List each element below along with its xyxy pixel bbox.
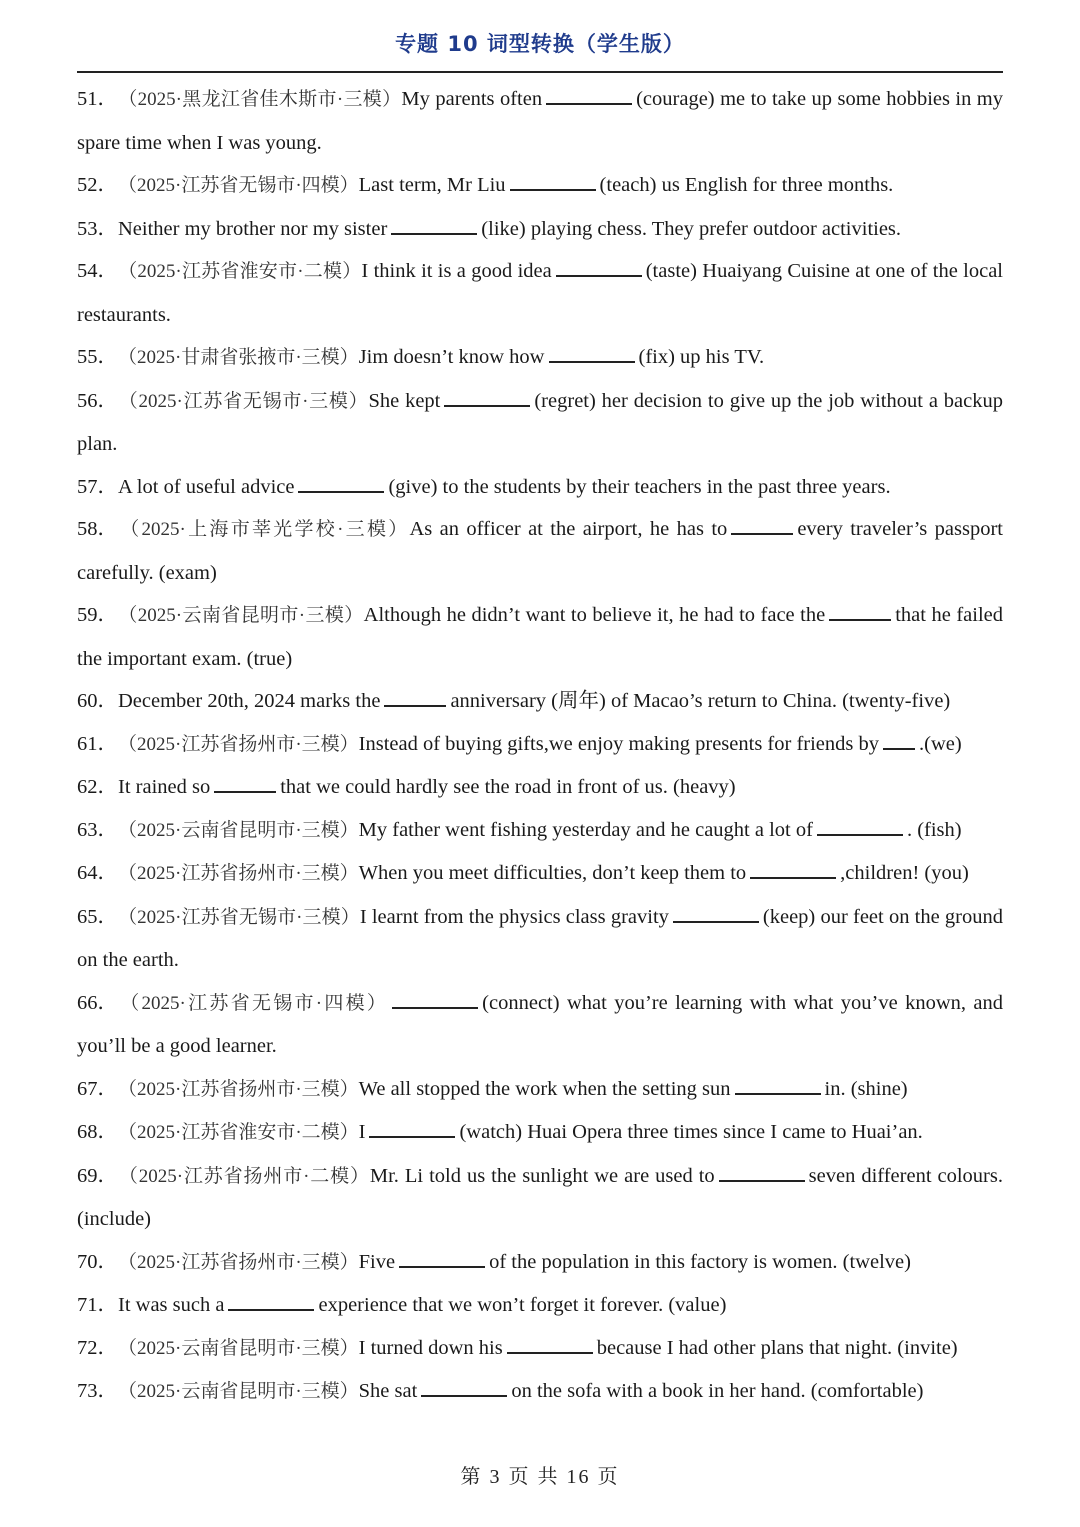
question-text-after-blank: (courage) me to take up some hobbies in my spare time when I was young. (77, 88, 1003, 154)
question-item (77, 380, 1003, 466)
question-source: （2025·江苏省无锡市·四模） (118, 992, 389, 1014)
answer-blank (735, 1092, 821, 1095)
question-text: Jim doesn’t know how (358, 346, 545, 368)
question-text: I think it is a good idea (361, 260, 552, 282)
question-text: We all stopped the work when the setting sun (358, 1077, 731, 1100)
question-text-after-blank: on the sofa with a book in her hand. (comfortable) (511, 1380, 924, 1402)
question-text-after-blank: (fix) up his TV. (638, 346, 765, 368)
question-number: 54． (77, 260, 118, 282)
question-item (77, 208, 1003, 251)
question-item (77, 78, 1003, 164)
question-source: （2025·云南省昆明市·三模） (118, 1381, 359, 1402)
question-item (77, 336, 1003, 380)
question-number: 69． (77, 1164, 118, 1187)
question-text: A lot of useful advice (118, 475, 295, 498)
question-text: It rained so (118, 776, 211, 798)
question-number: 68． (77, 1121, 118, 1143)
question-text-after-blank: of the population in this factory is women. (twelve) (489, 1250, 911, 1273)
question-number: 55． (77, 346, 118, 368)
question-item (77, 164, 1003, 208)
question-text-after-blank: anniversary (周年) of Macao’s return to China. (twenty-five) (450, 690, 951, 712)
question-number: 73． (77, 1380, 118, 1402)
answer-blank (817, 833, 903, 836)
question-text-after-blank: (regret) her decision to give up the job without a backup plan. (77, 389, 1003, 455)
question-item (77, 1068, 1003, 1112)
answer-blank (214, 790, 276, 793)
question-text: Mr. Li told us the sunlight we are used to (369, 1164, 715, 1187)
question-number: 61． (77, 732, 118, 755)
question-number: 57． (77, 475, 118, 498)
question-source: （2025·江苏省无锡市·三模） (118, 906, 360, 928)
question-number: 59． (77, 604, 118, 626)
question-item (77, 982, 1003, 1068)
question-text: I learnt from the physics class gravity (359, 905, 669, 928)
answer-blank (298, 490, 384, 493)
question-text: Instead of buying gifts,we enjoy making presents for friends by (358, 732, 880, 755)
question-text-after-blank: that we could hardly see the road in front of us. (heavy) (280, 776, 736, 798)
question-text-after-blank: . (fish) (906, 818, 962, 841)
question-source: （2025·上海市莘光学校·三模） (118, 519, 410, 540)
question-item (77, 594, 1003, 680)
question-text-after-blank: because I had other plans that night. (invite) (596, 1336, 958, 1359)
question-text: I (358, 1121, 366, 1143)
question-item (77, 1370, 1003, 1414)
question-item (77, 896, 1003, 982)
question-source: （2025·云南省昆明市·三模） (118, 819, 359, 841)
question-item (77, 723, 1003, 767)
question-text-after-blank: ,children! (you) (840, 862, 969, 884)
question-source: （2025·江苏省扬州市·三模） (118, 863, 359, 884)
question-text-after-blank: (watch) Huai Opera three times since I came to Huai’an. (459, 1121, 923, 1143)
answer-blank (719, 1179, 805, 1182)
question-item (77, 1155, 1003, 1241)
question-number: 52． (77, 174, 118, 196)
question-text: As an officer at the airport, he has to (409, 518, 728, 540)
answer-blank (549, 360, 635, 363)
question-item (77, 852, 1003, 896)
question-text-after-blank: every traveler’s passport carefully. (exam) (77, 518, 1003, 584)
question-text: My parents often (401, 88, 543, 110)
question-text-after-blank: .(we) (919, 732, 962, 755)
question-number: 70． (77, 1250, 118, 1273)
question-source: （2025·云南省昆明市·三模） (118, 1337, 359, 1359)
question-item (77, 1241, 1003, 1285)
question-text: She sat (358, 1380, 418, 1402)
question-text-after-blank: seven different colours. (include) (77, 1164, 1003, 1230)
header-divider (77, 71, 1003, 73)
question-text-after-blank: (give) to the students by their teachers in the past three years. (388, 475, 891, 498)
answer-blank (384, 704, 446, 707)
answer-blank (421, 1394, 507, 1397)
question-number: 53． (77, 217, 118, 240)
answer-blank (556, 274, 642, 277)
question-source: （2025·江苏省无锡市·三模） (118, 390, 369, 412)
question-text-after-blank: (keep) our feet on the ground on the earth. (77, 905, 1003, 971)
question-number: 67． (77, 1077, 118, 1100)
question-list (77, 78, 1003, 1414)
question-text-after-blank: (like) playing chess. They prefer outdoor activities. (481, 217, 902, 240)
answer-blank (392, 1006, 478, 1009)
question-number: 66． (77, 991, 118, 1014)
question-text: Although he didn’t want to believe it, he had to face the (363, 604, 826, 626)
question-item (77, 766, 1003, 809)
question-source: （2025·江苏省淮安市·二模） (118, 1122, 359, 1143)
question-number: 60． (77, 690, 118, 712)
question-item (77, 508, 1003, 594)
question-text: She kept (368, 389, 441, 412)
question-item (77, 1327, 1003, 1371)
question-number: 62． (77, 776, 118, 798)
question-source: （2025·黑龙江省佳木斯市·三模） (118, 89, 402, 110)
question-text: Neither my brother nor my sister (118, 217, 388, 240)
question-item (77, 1284, 1003, 1327)
question-number: 64． (77, 862, 118, 884)
question-source: （2025·江苏省扬州市·三模） (118, 1078, 359, 1100)
answer-blank (750, 876, 836, 879)
question-text: Last term, Mr Liu (358, 174, 506, 196)
question-number: 71． (77, 1294, 118, 1316)
question-text-after-blank: (taste) Huaiyang Cuisine at one of the local restaurants. (77, 260, 1004, 326)
answer-blank (546, 102, 632, 105)
answer-blank (399, 1265, 485, 1268)
page-footer: 第 3 页 共 16 页 (460, 1466, 620, 1488)
question-text: My father went fishing yesterday and he caught a lot of (358, 818, 813, 841)
answer-blank (391, 232, 477, 235)
answer-blank (444, 404, 530, 407)
question-text: When you meet difficulties, don’t keep them to (358, 862, 747, 884)
question-number: 56． (77, 389, 118, 412)
question-text-after-blank: (connect) what you’re learning with what you’ve known, and you’ll be a good learner. (77, 991, 1003, 1057)
question-item (77, 250, 1003, 336)
question-text: Five (358, 1250, 396, 1273)
question-source: （2025·云南省昆明市·三模） (118, 605, 364, 626)
question-item (77, 1111, 1003, 1155)
page-header-title: 专题 10 词型转换（学生版） (395, 32, 685, 56)
answer-blank (829, 618, 891, 621)
question-source: （2025·江苏省淮安市·二模） (118, 261, 362, 282)
question-source: （2025·江苏省扬州市·二模） (118, 1165, 370, 1187)
question-source: （2025·江苏省无锡市·四模） (118, 175, 359, 196)
question-text: December 20th, 2024 marks the (118, 690, 381, 712)
answer-blank (510, 188, 596, 191)
question-number: 65． (77, 905, 118, 928)
question-text-after-blank: (teach) us English for three months. (599, 174, 894, 196)
answer-blank (228, 1308, 314, 1311)
question-text: It was such a (118, 1294, 225, 1316)
question-item (77, 809, 1003, 853)
question-source: （2025·江苏省扬州市·三模） (118, 1251, 359, 1273)
answer-blank (369, 1135, 455, 1138)
answer-blank (883, 747, 915, 750)
question-text-after-blank: experience that we won’t forget it forever. (value) (318, 1294, 727, 1316)
question-item (77, 466, 1003, 509)
question-source: （2025·甘肃省张掖市·三模） (118, 347, 359, 368)
answer-blank (673, 920, 759, 923)
question-number: 58． (77, 518, 118, 540)
question-text: I turned down his (358, 1336, 503, 1359)
answer-blank (507, 1351, 593, 1354)
question-text-after-blank: that he failed the important exam. (true) (77, 604, 1003, 670)
question-number: 51． (77, 88, 118, 110)
question-source: （2025·江苏省扬州市·三模） (118, 733, 359, 755)
question-number: 63． (77, 818, 118, 841)
answer-blank (731, 532, 793, 535)
question-text-after-blank: in. (shine) (824, 1077, 908, 1100)
question-number: 72． (77, 1336, 118, 1359)
question-item (77, 680, 1003, 723)
